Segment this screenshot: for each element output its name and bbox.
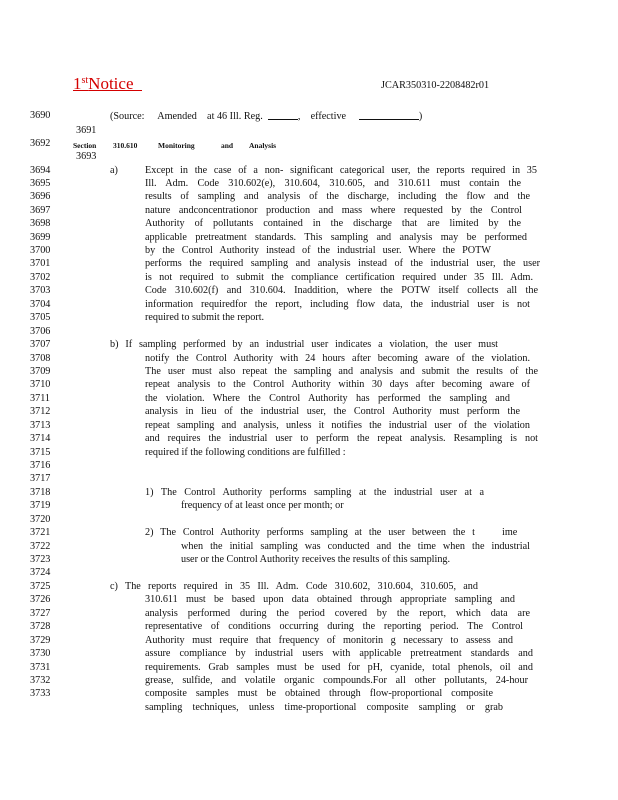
sub-item-2-line: 2) The Control Authority performs sampling at the user between the t	[145, 527, 475, 538]
line-number: 3713	[30, 420, 51, 431]
notice-heading	[73, 74, 142, 94]
paragraph-b-line: The user must also repeat the sampling and analysis and submit the results of the	[145, 366, 538, 377]
line-number: 3696	[30, 191, 51, 202]
line-number: 3710	[30, 379, 51, 390]
paragraph-a-line: information requiredfor the report, including flow data, the industrial user is not	[145, 299, 530, 310]
paragraph-a-line: Authority of pollutants contained in the discharge that are limited by the	[145, 218, 521, 229]
paragraph-a-line: Except in the case of a non- significant categorical user, the reports required in 35	[145, 165, 537, 176]
line-number: 3699	[30, 232, 51, 243]
paragraph-c-line: assure compliance by industrial users with applicable pretreatment standards and	[145, 648, 533, 659]
line-number: 3706	[30, 326, 51, 337]
sub-item-2-line: user or the Control Authority receives the results of this sampling.	[181, 554, 451, 565]
paragraph-b-line: analysis in lieu of the industrial user, the Control Authority must perform the	[145, 406, 520, 417]
line-number: 3701	[30, 258, 51, 269]
section-title-word: and	[221, 141, 234, 150]
notice-word: Notice	[88, 74, 134, 93]
line-number: 3703	[30, 285, 51, 296]
paragraph-c-line: c) The reports required in 35 Ill. Adm. Code 310.602, 310.604, 310.605, and	[110, 581, 478, 592]
paragraph-a-line: results of sampling and analysis of the discharge, including the flow and the	[145, 191, 530, 202]
paragraph-c-line: 310.611 must be based upon data obtained through appropriate sampling and	[145, 594, 515, 605]
line-number: 3714	[30, 433, 51, 444]
source-close: )	[418, 111, 423, 122]
paragraph-a-line: applicable pretreatment standards. This sampling and analysis may be performed	[145, 232, 527, 243]
source-citation: at 46 Ill. Reg.	[207, 111, 263, 122]
section-title-word: Analysis	[249, 141, 277, 150]
paragraph-b-line: repeat analysis to the Control Authority within 30 days after becoming aware of	[145, 379, 530, 390]
line-number: 3717	[30, 473, 51, 484]
line-number: 3690	[30, 110, 51, 121]
sub-item-1-line: frequency of at least once per month; or	[181, 500, 344, 511]
paragraph-b-line: notify the Control Authority with 24 hours after becoming aware of the violation.	[145, 353, 530, 364]
line-number: 3709	[30, 366, 51, 377]
line-number: 3692	[30, 138, 51, 149]
line-number: 3697	[30, 205, 51, 216]
paragraph-c-line: Authority must require that frequency of monitorin g necessary to assess and	[145, 635, 513, 646]
notice-suffix: st	[81, 75, 89, 86]
line-number: 3712	[30, 406, 51, 417]
line-number: 3707	[30, 339, 51, 350]
document-id: JCAR350310-2208482r01	[381, 80, 490, 91]
line-number: 3719	[30, 500, 51, 511]
line-number: 3733	[30, 688, 51, 699]
line-number: 3720	[30, 514, 51, 525]
paragraph-marker: a)	[110, 165, 118, 176]
section-number: 310.610	[113, 141, 138, 150]
paragraph-b-line: required if the following conditions are fulfilled :	[145, 447, 346, 458]
source-comma: ,	[297, 111, 301, 122]
line-number: 3691	[76, 125, 97, 136]
paragraph-c-line: requirements. Grab samples must be used for pH, cyanide, total phenols, oil and	[145, 662, 533, 673]
effective-date-blank	[359, 110, 419, 120]
paragraph-b-line: the violation. Where the Control Authority has performed the sampling and	[145, 393, 510, 404]
line-number: 3695	[30, 178, 51, 189]
notice-number: 1	[73, 74, 82, 93]
line-number: 3722	[30, 541, 51, 552]
line-number: 3704	[30, 299, 51, 310]
line-number: 3698	[30, 218, 51, 229]
line-number: 3727	[30, 608, 51, 619]
line-number: 3708	[30, 353, 51, 364]
source-open: (Source:	[110, 111, 145, 122]
paragraph-a-line: by the Control Authority instead of the industrial user. Where the POTW	[145, 245, 491, 256]
paragraph-c-line: representative of conditions occurring during the reporting period. The Control	[145, 621, 523, 632]
paragraph-b-line: repeat sampling and analysis, unless it notifies the industrial user of the violation	[145, 420, 530, 431]
paragraph-a-line: is not required to submit the compliance certification required under 35 Ill. Adm.	[145, 272, 533, 283]
sub-item-2-line-end: ime	[502, 527, 518, 538]
line-number: 3700	[30, 245, 51, 256]
line-number: 3732	[30, 675, 51, 686]
paragraph-c-line: grease, sulfide, and volatile organic compounds.For all other pollutants, 24-hour	[145, 675, 528, 686]
paragraph-b-line: b) If sampling performed by an industrial user indicates a violation, the user must	[110, 339, 498, 350]
paragraph-c-line: sampling techniques, unless time-proportional composite sampling or grab	[145, 702, 503, 713]
line-number: 3723	[30, 554, 51, 565]
source-amended: Amended	[157, 111, 197, 122]
line-number: 3711	[30, 393, 50, 404]
paragraph-b-line: and requires the industrial user to perform the repeat analysis. Resampling is not	[145, 433, 538, 444]
paragraph-a-line: required to submit the report.	[145, 312, 265, 323]
paragraph-c-line: analysis performed during the period covered by the report, which data are	[145, 608, 530, 619]
paragraph-a-line: performs the required sampling and analysis instead of the industrial user, the user	[145, 258, 540, 269]
line-number: 3718	[30, 487, 51, 498]
line-number: 3726	[30, 594, 51, 605]
line-number: 3716	[30, 460, 51, 471]
sub-item-2-line: when the initial sampling was conducted and the time when the industrial	[181, 541, 530, 552]
section-label: Section	[73, 141, 97, 150]
sub-item-1-line: 1) The Control Authority performs sampling at the industrial user at a	[145, 487, 484, 498]
line-number: 3693	[76, 151, 97, 162]
line-number: 3721	[30, 527, 51, 538]
line-number: 3725	[30, 581, 51, 592]
line-number: 3724	[30, 567, 51, 578]
paragraph-c-line: composite samples must be obtained through flow-proportional composite	[145, 688, 493, 699]
line-number: 3728	[30, 621, 51, 632]
register-blank	[268, 110, 298, 120]
line-number: 3702	[30, 272, 51, 283]
line-number: 3715	[30, 447, 51, 458]
line-number: 3694	[30, 165, 51, 176]
source-effective: effective	[310, 111, 347, 122]
paragraph-a-line: nature andconcentrationor production and mass where requested by the Control	[145, 205, 522, 216]
paragraph-a-line: Code 310.602(f) and 310.604. Inaddition, where the POTW itself collects all the	[145, 285, 538, 296]
line-number: 3730	[30, 648, 51, 659]
section-title-word: Monitoring	[158, 141, 195, 150]
line-number: 3729	[30, 635, 51, 646]
paragraph-a-line: Ill. Adm. Code 310.602(e), 310.604, 310.605, and 310.611 must contain the	[145, 178, 521, 189]
line-number: 3705	[30, 312, 51, 323]
line-number: 3731	[30, 662, 51, 673]
source-note	[110, 110, 422, 123]
